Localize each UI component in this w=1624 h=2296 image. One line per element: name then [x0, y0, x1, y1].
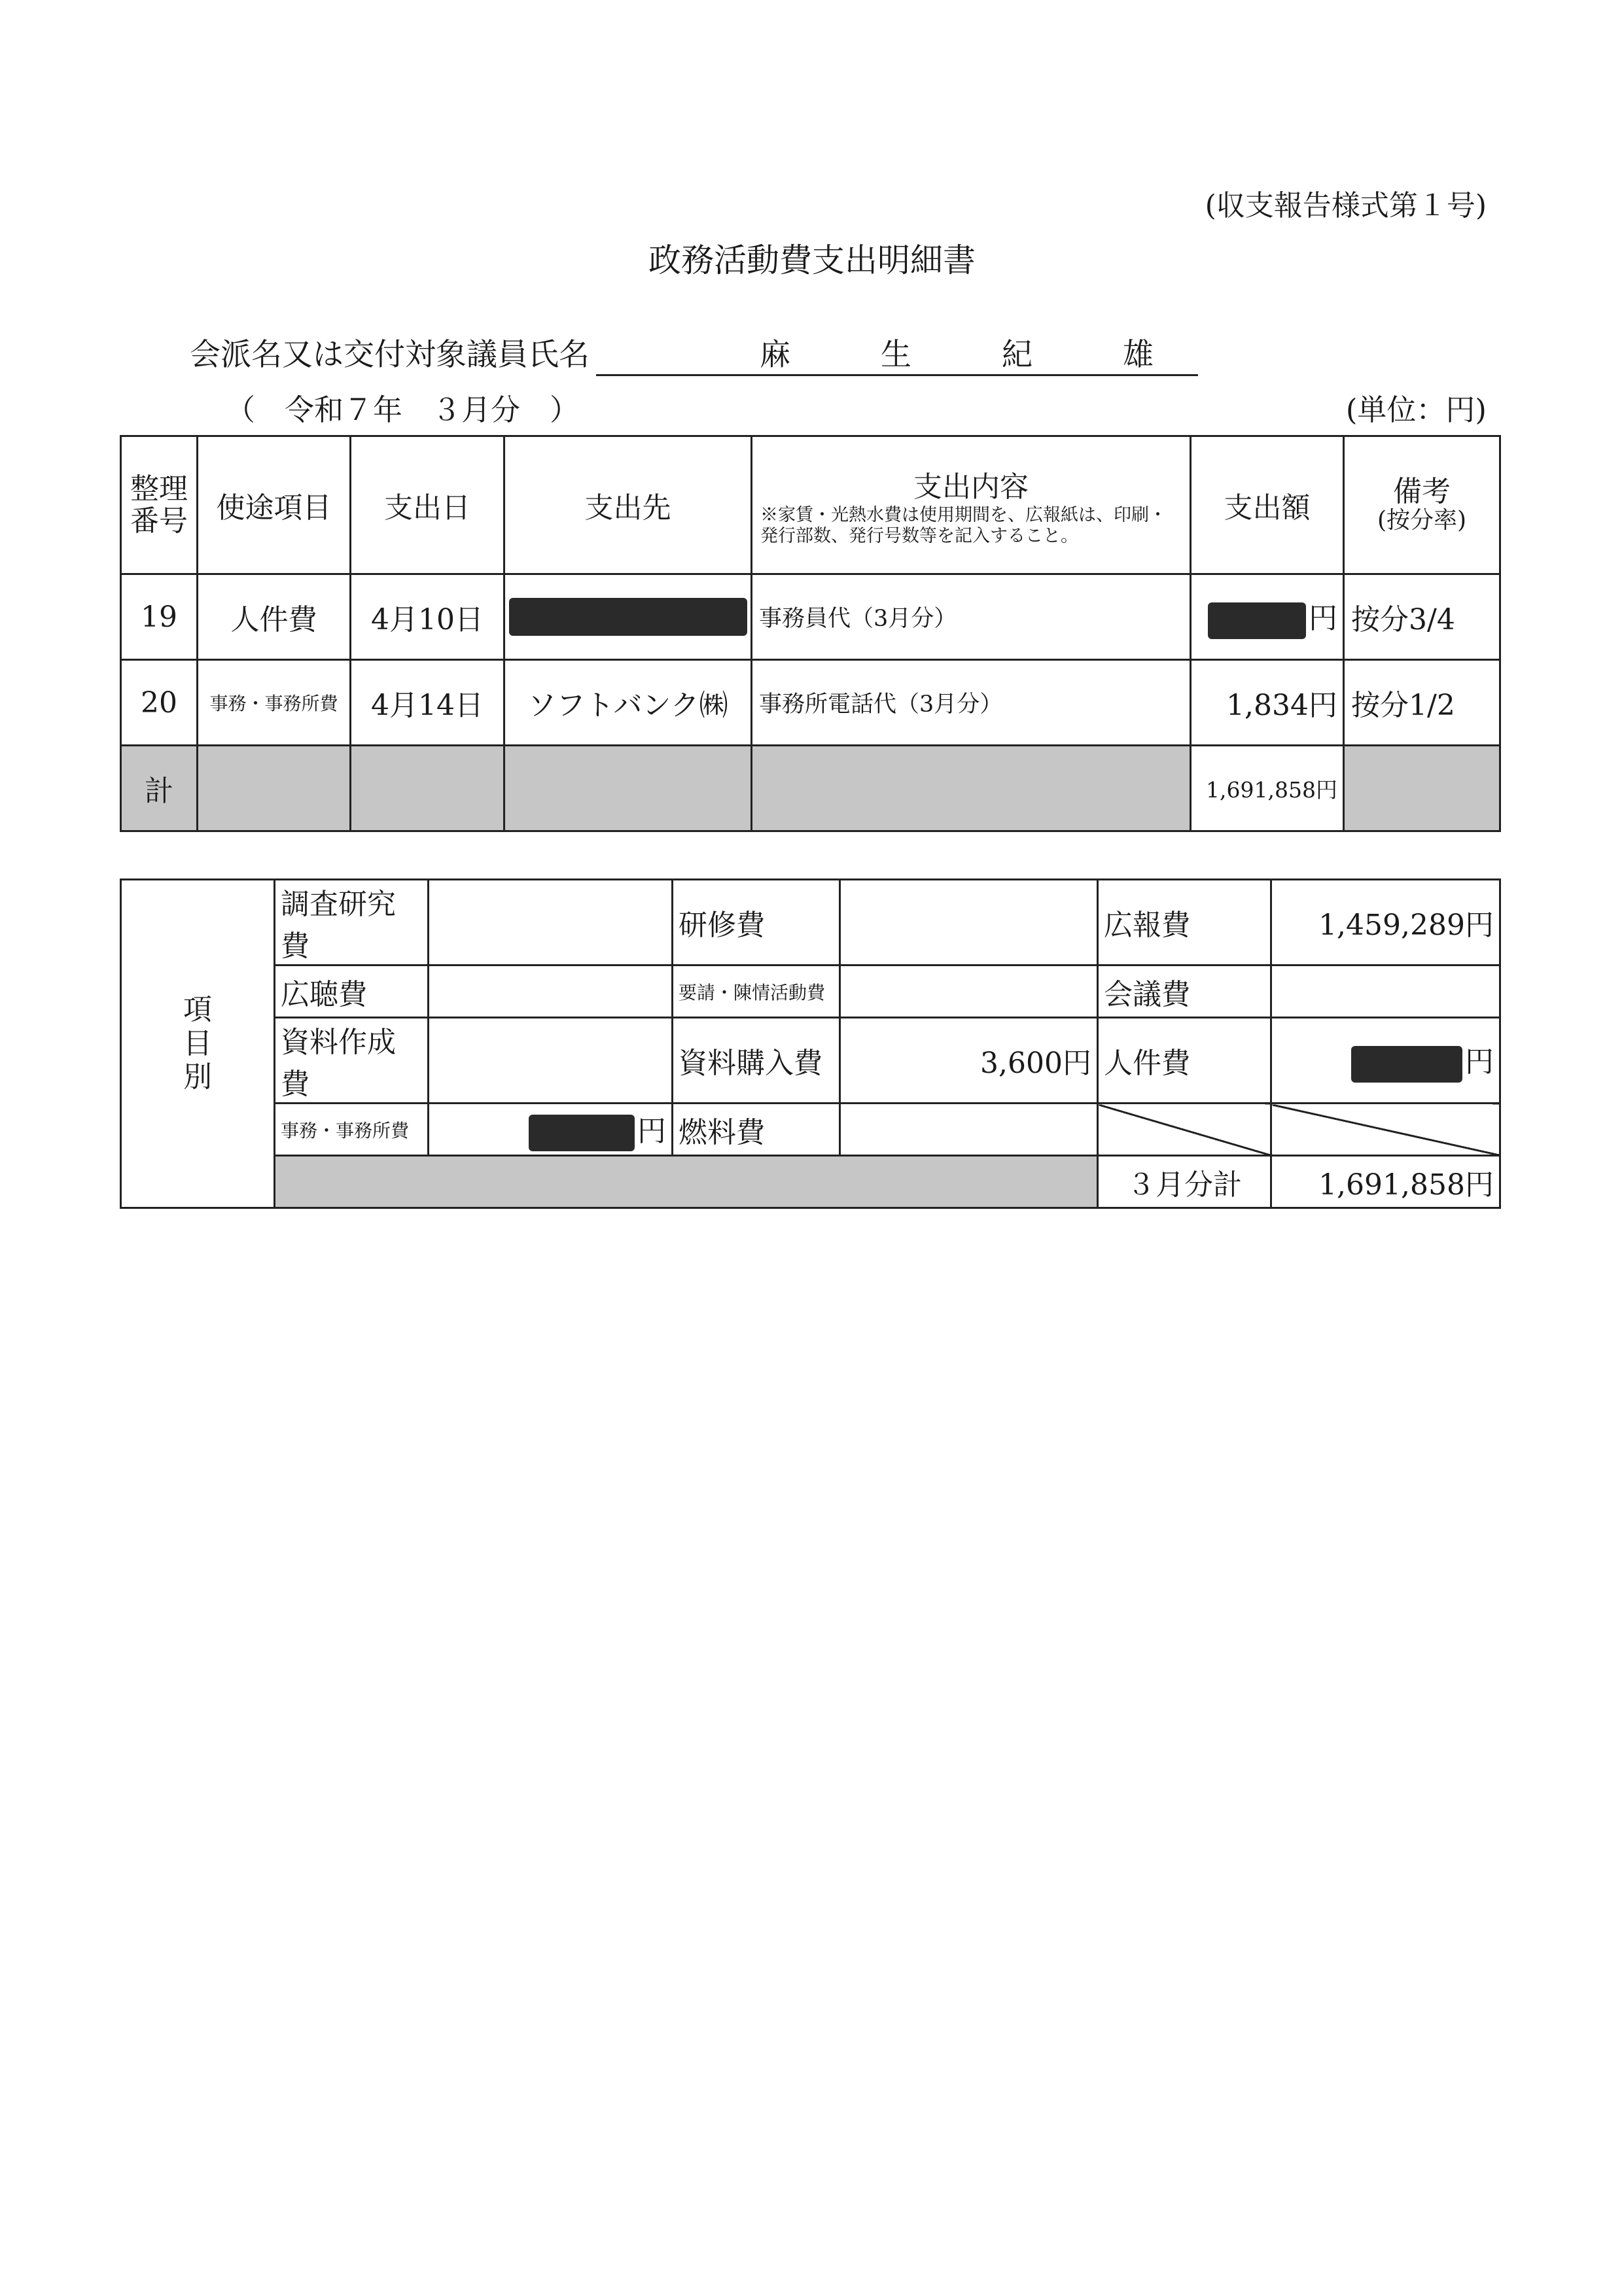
row-payee: ソフトバンク㈱	[504, 660, 752, 746]
summary-label: 燃料費	[673, 1104, 840, 1156]
header-payee: 支出先	[504, 436, 752, 574]
summary-row	[121, 1104, 1500, 1156]
summary-value	[429, 1018, 673, 1104]
row-amount: 円	[1191, 574, 1344, 660]
slash-cell	[1271, 1104, 1500, 1156]
row-category: 事務・事務所費	[198, 660, 351, 746]
summary-label: 資料作成費	[275, 1018, 429, 1104]
row-remarks: 按分1/2	[1344, 660, 1500, 746]
summary-total-label: ３月分計	[1098, 1156, 1271, 1208]
summary-label: 広聴費	[275, 965, 429, 1018]
summary-value	[429, 880, 673, 965]
table-header-row	[121, 436, 1500, 574]
document-title: 政務活動費支出明細書	[648, 241, 976, 279]
row-remarks: 按分3/4	[1344, 574, 1500, 660]
summary-label: 研修費	[673, 880, 840, 965]
summary-row	[121, 965, 1500, 1018]
expense-table	[120, 435, 1501, 832]
summary-label: 広報費	[1098, 880, 1271, 965]
summary-value	[840, 965, 1098, 1018]
table-row	[121, 660, 1500, 746]
table-row	[121, 574, 1500, 660]
summary-label: 人件費	[1098, 1018, 1271, 1104]
header-category: 使途項目	[198, 436, 351, 574]
row-payee	[504, 574, 752, 660]
total-amount: 1,691,858円	[1191, 746, 1344, 831]
unit-label: (単位：円)	[1345, 392, 1487, 427]
header-number: 整理 番号	[121, 436, 198, 574]
summary-value	[429, 965, 673, 1018]
member-name-row	[190, 330, 1198, 376]
summary-row	[121, 1018, 1500, 1104]
row-date: 4月10日	[351, 574, 504, 660]
summary-value	[840, 880, 1098, 965]
summary-label: 資料購入費	[673, 1018, 840, 1104]
summary-value	[1271, 965, 1500, 1018]
member-name: 麻 生 紀 雄	[596, 330, 1198, 376]
category-summary-table	[120, 878, 1501, 1209]
header-date: 支出日	[351, 436, 504, 574]
member-label: 会派名又は交付対象議員氏名	[190, 337, 590, 373]
summary-value: 3,600円	[840, 1018, 1098, 1104]
row-number: 19	[121, 574, 198, 660]
summary-row	[121, 880, 1500, 965]
total-label: 計	[121, 746, 198, 831]
summary-value: 1,459,289円	[1271, 880, 1500, 965]
summary-total-value: 1,691,858円	[1271, 1156, 1500, 1208]
redacted-payee	[509, 598, 747, 636]
row-date: 4月14日	[351, 660, 504, 746]
summary-value: 円	[429, 1104, 673, 1156]
header-content: 支出内容 ※家賃・光熱水費は使用期間を、広報紙は、印刷・発行部数、発行号数等を記入すること。	[752, 436, 1191, 574]
row-content: 事務員代（3月分）	[752, 574, 1191, 660]
form-number: (収支報告様式第１号)	[1205, 189, 1487, 222]
header-amount: 支出額	[1191, 436, 1344, 574]
row-category: 人件費	[198, 574, 351, 660]
total-row	[121, 746, 1500, 831]
row-number: 20	[121, 660, 198, 746]
redacted-amount	[1208, 602, 1306, 639]
row-content: 事務所電話代（3月分）	[752, 660, 1191, 746]
redacted-amount	[1351, 1046, 1462, 1083]
report-period: （ 令和７年 ３月分 ）	[226, 392, 580, 427]
summary-side-label: 項 目 別	[121, 880, 275, 1208]
summary-total-row	[121, 1156, 1500, 1208]
redacted-amount	[529, 1115, 635, 1151]
summary-label: 事務・事務所費	[275, 1104, 429, 1156]
summary-label: 会議費	[1098, 965, 1271, 1018]
row-amount: 1,834円	[1191, 660, 1344, 746]
summary-label: 要請・陳情活動費	[673, 965, 840, 1018]
slash-cell	[1098, 1104, 1271, 1156]
summary-value	[840, 1104, 1098, 1156]
summary-value: 円	[1271, 1018, 1500, 1104]
summary-label: 調査研究費	[275, 880, 429, 965]
header-remarks: 備考 (按分率)	[1344, 436, 1500, 574]
